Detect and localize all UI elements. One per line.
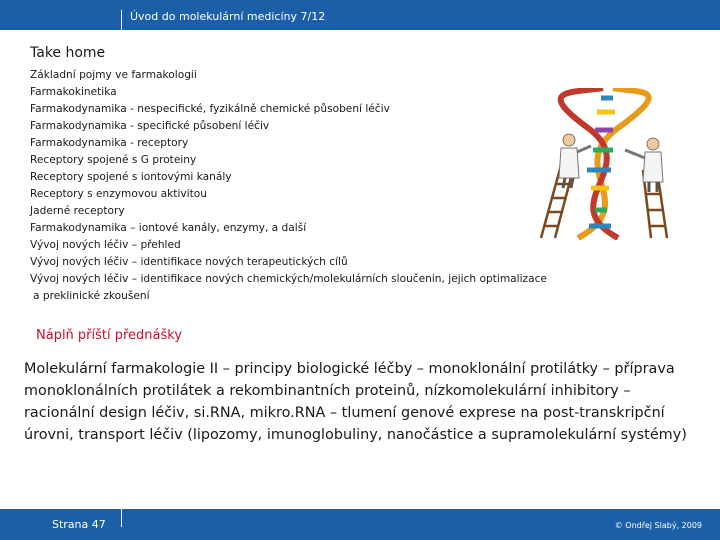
list-item: Jaderné receptory (30, 205, 125, 217)
next-lecture-title: Náplň příští přednášky (36, 328, 183, 343)
list-item: Vývoj nových léčiv – přehled (30, 239, 181, 251)
list-item: Farmakodynamika - specifické působení léčiv (30, 120, 270, 132)
copyright: © Ondřej Slabý, 2009 (614, 521, 702, 530)
list-item: Receptory spojené s G proteiny (30, 154, 197, 166)
list-item: Farmakodynamika – iontové kanály, enzymy, a další (30, 222, 307, 234)
header-bar (0, 0, 720, 30)
list-item: Farmakodynamika - nespecifické, fyzikálně chemické působení léčiv (30, 103, 390, 115)
next-lecture-body: Molekulární farmakologie II – principy biologické léčby – monoklonální protilátky – příprava monoklonálních protilátek a rekombinantních proteinů, nízkomolekulární inhibitory – racionální design léčiv, si.RNA, mikro.RNA – tlumení genové exprese na post-transkripční úrovni, transport léčiv (lipozomy, imunoglobuliny, nanočástice a supramolekulární systémy) (24, 361, 687, 443)
list-item: Vývoj nových léčiv – identifikace nových terapeutických cílů (30, 256, 348, 268)
header-title: Úvod do molekulární medicíny 7/12 (130, 10, 326, 23)
section-title: Take home (30, 45, 106, 61)
footer-divider (121, 509, 122, 527)
page-number: Strana 47 (52, 518, 106, 531)
header-divider (121, 10, 122, 32)
list-item: Receptory spojené s iontovými kanály (30, 171, 232, 183)
list-item: Vývoj nových léčiv – identifikace nových chemických/molekulárních sloučenin, jejich optimalizace (30, 273, 547, 285)
footer-bar (0, 509, 720, 540)
list-item: a preklinické zkoušení (33, 290, 150, 302)
list-item: Farmakodynamika - receptory (30, 137, 189, 149)
list-item: Základní pojmy ve farmakologii (30, 69, 197, 81)
list-item: Farmakokinetika (30, 86, 117, 98)
list-item: Receptory s enzymovou aktivitou (30, 188, 207, 200)
dna-scientists-illustration (533, 88, 683, 240)
